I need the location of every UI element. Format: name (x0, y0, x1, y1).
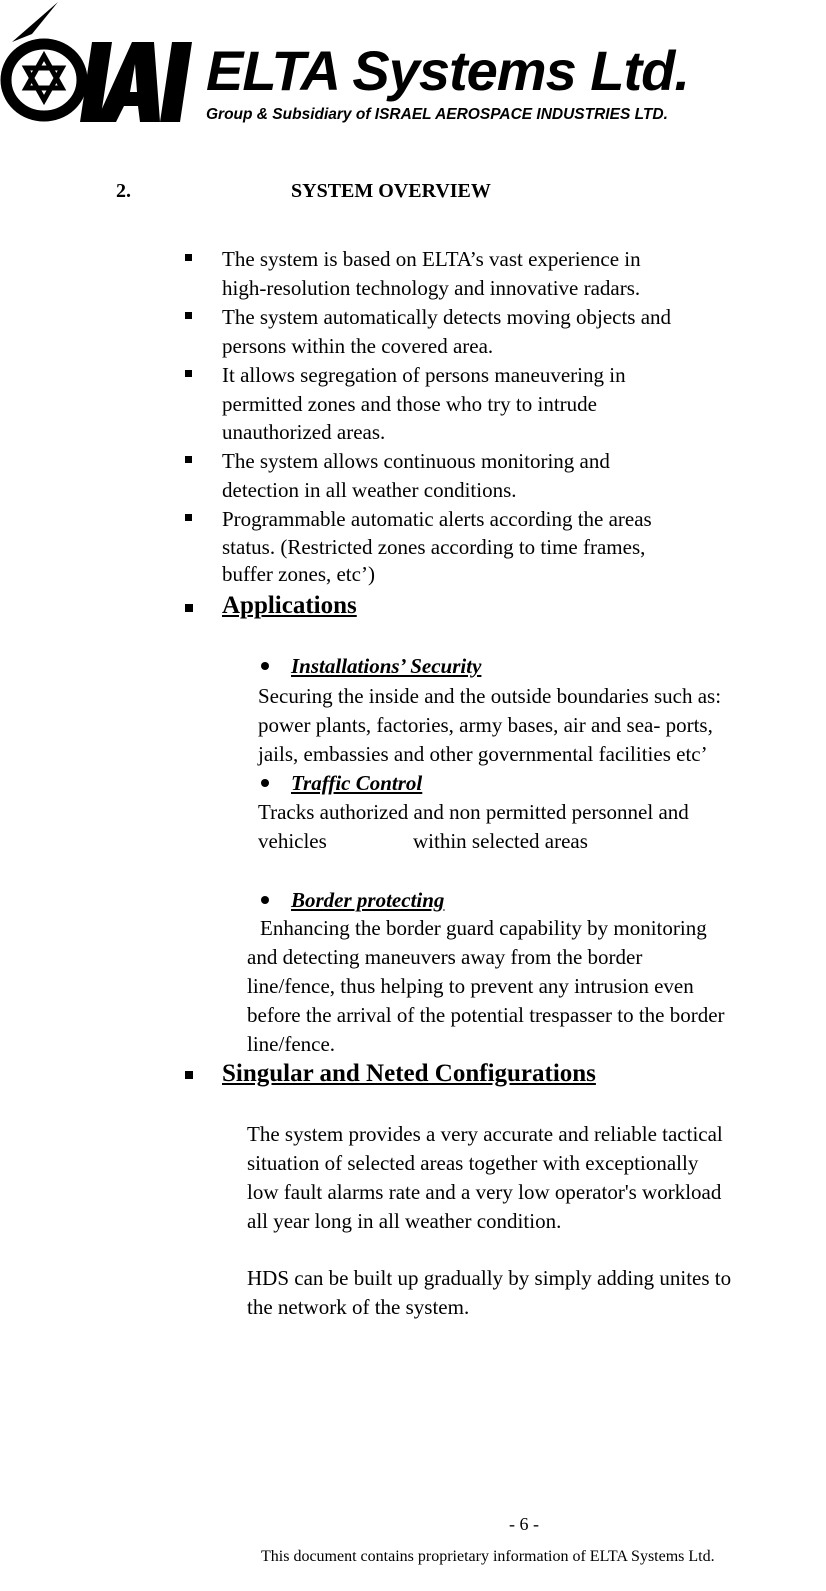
bullet-line: high-resolution technology and innovative radars. (222, 276, 641, 300)
application-text: vehicles (258, 829, 327, 853)
section-title: SYSTEM OVERVIEW (291, 180, 491, 202)
bullet-line: It allows segregation of persons maneuvering in (222, 363, 626, 387)
bullet-line: persons within the covered area. (222, 334, 494, 358)
bullet-line: detection in all weather conditions. (222, 478, 517, 502)
square-bullet-icon (185, 312, 192, 319)
application-text: and detecting maneuvers away from the border (247, 945, 643, 969)
square-bullet-icon (185, 604, 193, 612)
paragraph-line: situation of selected areas together with exceptionally (247, 1151, 699, 1175)
application-text: jails, embassies and other governmental facilities etc’ (258, 742, 708, 766)
round-bullet-icon (261, 896, 269, 904)
application-text: within selected areas (413, 829, 588, 853)
applications-heading: Applications (222, 592, 357, 619)
application-text: power plants, factories, army bases, air and sea- ports, (258, 713, 713, 737)
logo-company-name: ELTA Systems Ltd. (206, 39, 689, 102)
bullet-line: The system allows continuous monitoring and (222, 449, 610, 473)
proprietary-notice: This document contains proprietary information of ELTA Systems Ltd. (261, 1548, 715, 1565)
bullet-line: status. (Restricted zones according to time frames, (222, 535, 646, 559)
application-title: Border protecting (291, 888, 445, 912)
application-text: line/fence. (247, 1032, 336, 1056)
logo-tagline: Group & Subsidiary of ISRAEL AEROSPACE INDUSTRIES LTD. (206, 106, 668, 123)
application-text: Enhancing the border guard capability by monitoring (260, 916, 707, 940)
paragraph-line: the network of the system. (247, 1295, 470, 1319)
application-title: Installations’ Security (291, 654, 482, 678)
bullet-line: buffer zones, etc’) (222, 562, 375, 586)
bullet-line: permitted zones and those who try to intrude (222, 392, 597, 416)
bullet-line: Programmable automatic alerts according the areas (222, 507, 652, 531)
bullet-line: The system is based on ELTA’s vast experience in (222, 247, 641, 271)
bullet-line: The system automatically detects moving objects and (222, 305, 672, 329)
application-text: before the arrival of the potential trespasser to the border (247, 1003, 725, 1027)
paragraph-line: all year long in all weather condition. (247, 1209, 562, 1233)
application-title: Traffic Control (291, 771, 423, 795)
page-number: - 6 - (509, 1514, 539, 1534)
application-text: line/fence, thus helping to prevent any intrusion even (247, 974, 694, 998)
square-bullet-icon (185, 370, 192, 377)
company-logo (0, 0, 740, 130)
application-text: Securing the inside and the outside boundaries such as: (258, 684, 722, 708)
paragraph-line: The system provides a very accurate and reliable tactical (247, 1122, 723, 1146)
round-bullet-icon (261, 779, 269, 787)
round-bullet-icon (261, 662, 269, 670)
square-bullet-icon (185, 514, 192, 521)
section-number: 2. (116, 180, 131, 202)
application-text: Tracks authorized and non permitted personnel and (258, 800, 689, 824)
iai-logo-mark-icon (0, 0, 200, 130)
square-bullet-icon (185, 254, 192, 261)
paragraph-line: HDS can be built up gradually by simply adding unites to (247, 1266, 732, 1290)
paragraph-line: low fault alarms rate and a very low operator's workload (247, 1180, 722, 1204)
configurations-heading: Singular and Neted Configurations (222, 1060, 596, 1087)
square-bullet-icon (185, 1071, 193, 1079)
square-bullet-icon (185, 456, 192, 463)
bullet-line: unauthorized areas. (222, 420, 386, 444)
